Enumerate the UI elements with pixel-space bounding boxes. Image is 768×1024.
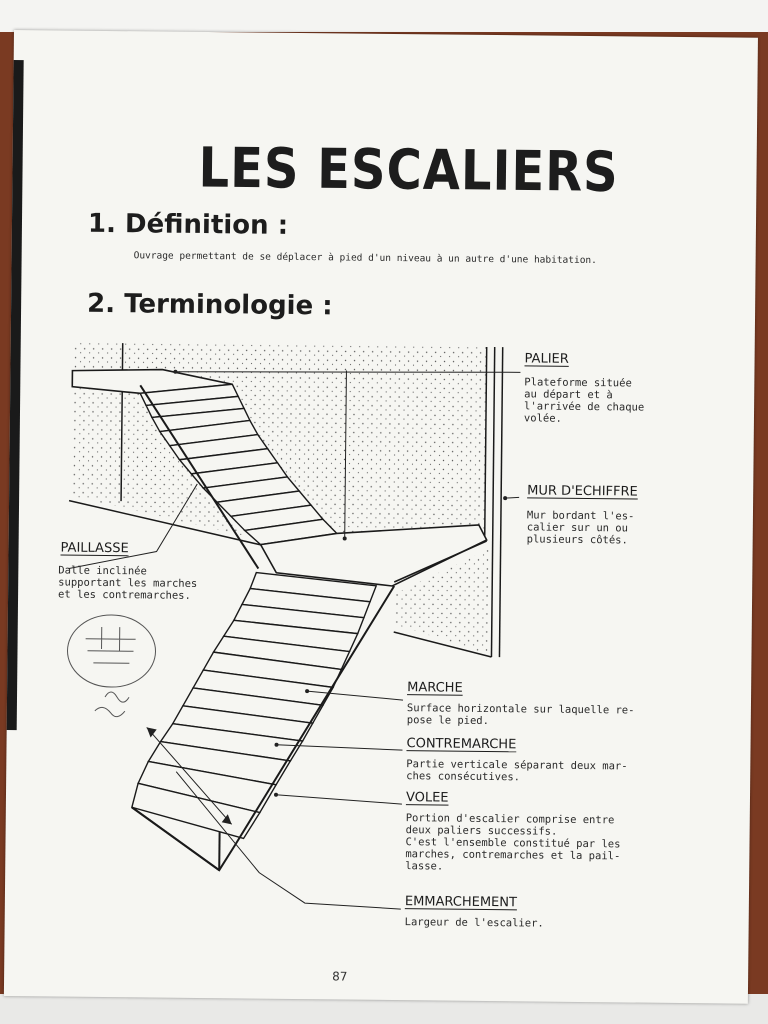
definition-text: Ouvrage permettant de se déplacer à pied d'un niveau à un autre d'une habitation. [133,250,597,267]
term-desc-contremarche: Partie verticale séparant deux mar- ches consécutives. [406,758,628,784]
term-label-mur-echiffre: MUR D'ECHIFFRE [527,483,638,500]
definition-heading: 1. Définition : [87,208,289,241]
term-desc-mur-echiffre: Mur bordant l'es- calier sur un ou plusieurs côtés. [526,509,635,547]
term-label-volee: VOLEE [405,790,449,806]
page-number: 87 [332,969,348,984]
term-label-contremarche: CONTREMARCHE [406,736,517,753]
top-background [0,0,768,32]
term-desc-volee: Portion d'escalier comprise entre deux paliers successifs. C'est l'ensemble constitué par les marches, contremarches et la pail- lasse. [405,812,621,873]
terminology-heading: 2. Terminologie : [86,288,333,322]
page-title: LES ESCALIERS [198,135,620,205]
term-desc-marche: Surface horizontale sur laquelle re- pose le pied. [406,702,635,728]
term-desc-paillasse: Dalle inclinée supportant les marches et les contremarches. [58,564,198,602]
term-desc-emmarchement: Largeur de l'escalier. [404,916,544,930]
term-desc-palier: Plateforme située au départ et à l'arrivée de chaque volée. [523,376,645,425]
term-label-emmarchement: EMMARCHEMENT [404,894,518,911]
handwritten-stamp [67,615,156,717]
term-label-marche: MARCHE [407,680,463,696]
document-page [4,30,758,1004]
term-label-palier: PALIER [524,351,569,367]
term-label-paillasse: PAILLASSE [60,540,129,557]
